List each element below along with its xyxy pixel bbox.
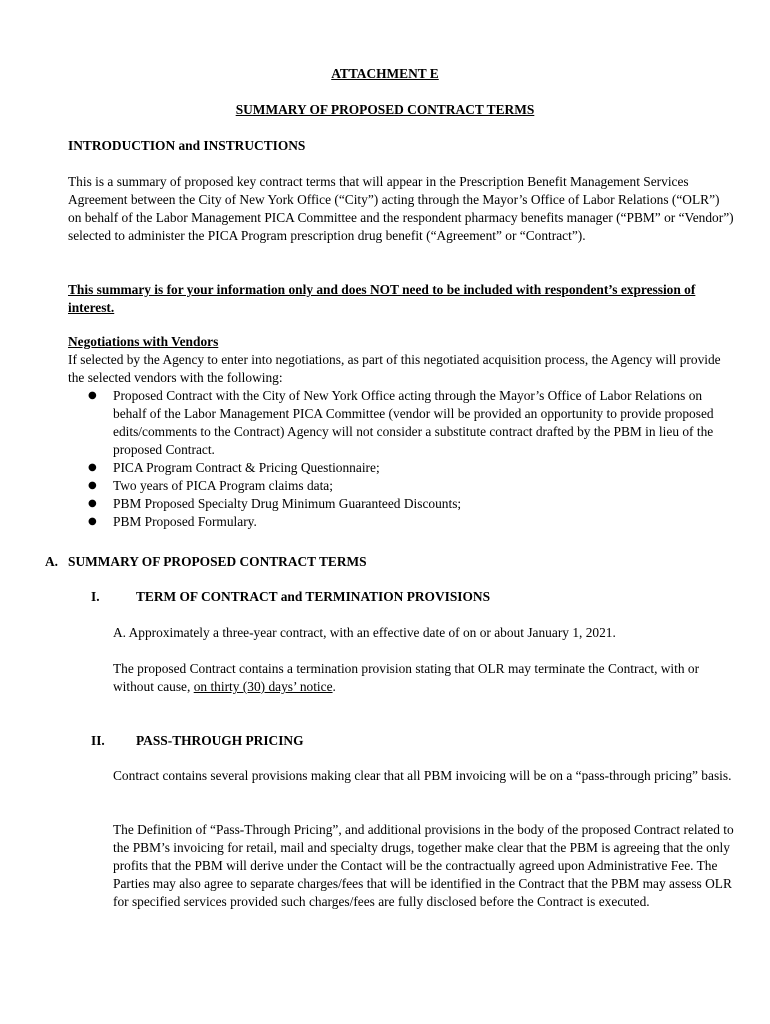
info-notice: This summary is for your information only and does NOT need to be included with respondent’s expression of interest.: [68, 282, 696, 315]
bullet-icon: ●: [88, 498, 97, 509]
negotiations-heading: Negotiations with Vendors: [68, 334, 219, 349]
section-i-numeral: I.: [91, 589, 100, 604]
pass-through-paragraph-1: Contract contains several provisions making clear that all PBM invoicing will be on a “pass-through pricing” basis.: [113, 768, 732, 783]
intro-heading: INTRODUCTION and INSTRUCTIONS: [68, 138, 306, 153]
bullet-icon: ●: [88, 462, 97, 473]
intro-paragraph: This is a summary of proposed key contract terms that will appear in the Prescription Benefit Management Services Agreement between the City of New York Office (“City”) acting through the Mayor’s Office of Labor Relations (“OLR”) on behalf of the Labor Management PICA Committee and the respondent pharmacy benefits manager (“PBM” or “Vendor”) selected to administer the PICA Program prescription drug benefit (“Agreement” or “Contract”).: [68, 174, 734, 243]
negotiations-paragraph: If selected by the Agency to enter into negotiations, as part of this negotiated acquisition process, the Agency will provide the selected vendors with the following:: [68, 352, 721, 385]
section-a-title: SUMMARY OF PROPOSED CONTRACT TERMS: [68, 554, 367, 569]
termination-end: .: [332, 679, 336, 694]
section-ii-title: PASS-THROUGH PRICING: [136, 733, 304, 748]
attachment-label: ATTACHMENT E: [331, 66, 439, 81]
list-item: [88, 495, 738, 513]
list-item-text: Proposed Contract with the City of New York Office acting through the Mayor’s Office of Labor Relations on behalf of the Labor Management PICA Committee (vendor will be provided an opportunity to provide proposed edits/comments to the Contract) Agency will not consider a substitute contract drafted by the PBM in lieu of the proposed Contract.: [113, 388, 714, 457]
deliverables-list: [88, 387, 738, 531]
list-item-text: PICA Program Contract & Pricing Questionnaire;: [113, 460, 380, 475]
list-item: [88, 513, 738, 531]
pass-through-paragraph-2: The Definition of “Pass-Through Pricing”, and additional provisions in the body of the proposed Contract related to the PBM’s invoicing for retail, mail and specialty drugs, together make clear that the PBM is agreeing that the only profits that the PBM will derive under the Contact will be the contractually agreed upon Administrative Fee. The Parties may also agree to separate charges/fees that will be identified in the Contract that the PBM may assess OLR for specified services provided such charges/fees are fully disclosed before the Contract is executed.: [113, 822, 734, 909]
section-a-letter: A.: [45, 554, 59, 569]
bullet-icon: ●: [88, 516, 97, 527]
termination-notice: on thirty (30) days’ notice: [193, 679, 333, 694]
list-item: [88, 387, 738, 459]
list-item-text: PBM Proposed Specialty Drug Minimum Guaranteed Discounts;: [113, 496, 462, 511]
termination-text: The proposed Contract contains a termination provision stating that OLR may terminate the Contract, with or without cause,: [113, 661, 700, 694]
list-item-text: Two years of PICA Program claims data;: [113, 478, 333, 493]
document-title: SUMMARY OF PROPOSED CONTRACT TERMS: [235, 102, 535, 117]
list-item-text: PBM Proposed Formulary.: [113, 514, 257, 529]
termination-paragraph: [113, 660, 739, 696]
list-item: [88, 477, 738, 495]
section-ii-numeral: II.: [91, 733, 105, 748]
bullet-icon: ●: [88, 480, 97, 491]
list-item: [88, 459, 738, 477]
term-item-a: A. Approximately a three-year contract, with an effective date of on or about January 1, 2021.: [113, 625, 616, 640]
section-i-title: TERM OF CONTRACT and TERMINATION PROVISIONS: [136, 589, 491, 604]
bullet-icon: ●: [88, 390, 97, 401]
